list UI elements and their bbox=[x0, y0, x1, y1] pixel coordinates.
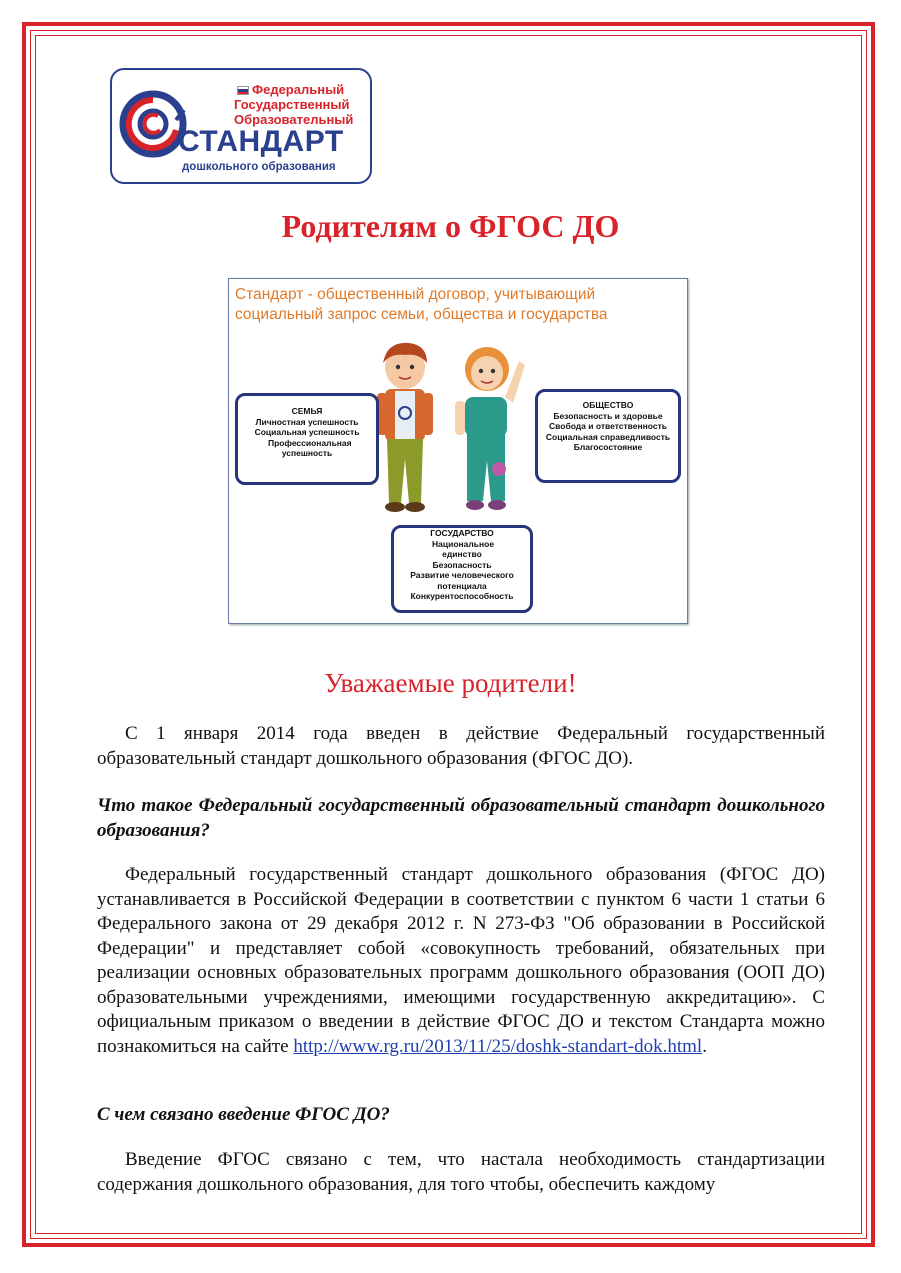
family-card-title: СЕМЬЯ bbox=[291, 406, 323, 416]
illustration-caption: Стандарт - общественный договор, учитывающий социальный запрос семьи, общества и государства bbox=[235, 286, 608, 323]
logo-subtitle: дошкольного образования bbox=[182, 161, 336, 173]
definition-end: . bbox=[702, 1035, 707, 1057]
society-item: Благосостояние bbox=[573, 442, 643, 452]
state-card bbox=[391, 525, 533, 613]
logo-standard-word: СТАНДАРТ bbox=[178, 125, 344, 158]
question-2: С чем связано введение ФГОС ДО? bbox=[97, 1104, 390, 1125]
russian-flag-icon bbox=[237, 86, 249, 95]
standard-illustration bbox=[228, 278, 688, 624]
page-title: Родителям о ФГОС ДО bbox=[281, 208, 620, 244]
society-item: Безопасность и здоровье bbox=[553, 410, 663, 421]
state-item: Развитие человеческого потенциала bbox=[410, 570, 514, 591]
society-item: Социальная справедливость bbox=[545, 431, 671, 442]
logo-line-3: Образовательный bbox=[234, 112, 354, 127]
society-card bbox=[535, 389, 681, 483]
society-card-title: ОБЩЕСТВО bbox=[582, 400, 634, 410]
state-item: Национальное единство bbox=[432, 538, 495, 559]
rg-ru-link[interactable]: http://www.rg.ru/2013/11/25/doshk-standart-dok.html bbox=[293, 1035, 703, 1057]
greeting-heading: Уважаемые родители! bbox=[324, 668, 577, 698]
state-item: Безопасность bbox=[432, 559, 492, 570]
state-item: Конкурентоспособность bbox=[410, 591, 514, 601]
family-item: Профессиональная успешность bbox=[268, 437, 352, 458]
state-card-title: ГОСУДАРСТВО bbox=[430, 528, 494, 538]
intro-paragraph: С 1 января 2014 года введен в действие Федеральный государственный образовательный стандарт дошкольного образования (ФГОС ДО). bbox=[97, 723, 825, 769]
logo-line-1: Федеральный bbox=[252, 82, 345, 97]
logo-line-2: Государственный bbox=[234, 97, 350, 112]
definition-text: Федеральный государственный стандарт дошкольного образования (ФГОС ДО) устанавливается в Российской Федерации в соответствии с пунктом 6 части 1 статьи 6 Федерального закона от 29 декабря 2012 г. N 273-ФЗ "Об образовании в Российской Федерации" и представляет собой «совокупность требований, обязательных при реализации основных образовательных программ дошкольного образования (ООП ДО) образовательными учреждениями, имеющими государственную аккредитацию». С официальным приказом о введении в действие ФГОС ДО и текстом Стандарта можно познакомиться на сайте bbox=[97, 864, 825, 1057]
question-1: Что такое Федеральный государственный образовательный стандарт дошкольного образования? bbox=[97, 795, 825, 841]
fgos-logo bbox=[110, 68, 372, 184]
family-card bbox=[235, 393, 379, 485]
children-illustration-icon bbox=[369, 341, 539, 527]
definition-paragraph bbox=[97, 863, 825, 1059]
reason-paragraph: Введение ФГОС связано с тем, что настала необходимость стандартизации содержания дошкольного образования, для того чтобы, обеспечить каждому bbox=[97, 1149, 825, 1195]
society-item: Свобода и ответственность bbox=[549, 421, 667, 431]
family-item: Личностная успешность bbox=[255, 416, 359, 427]
family-item: Социальная успешность bbox=[254, 427, 360, 437]
